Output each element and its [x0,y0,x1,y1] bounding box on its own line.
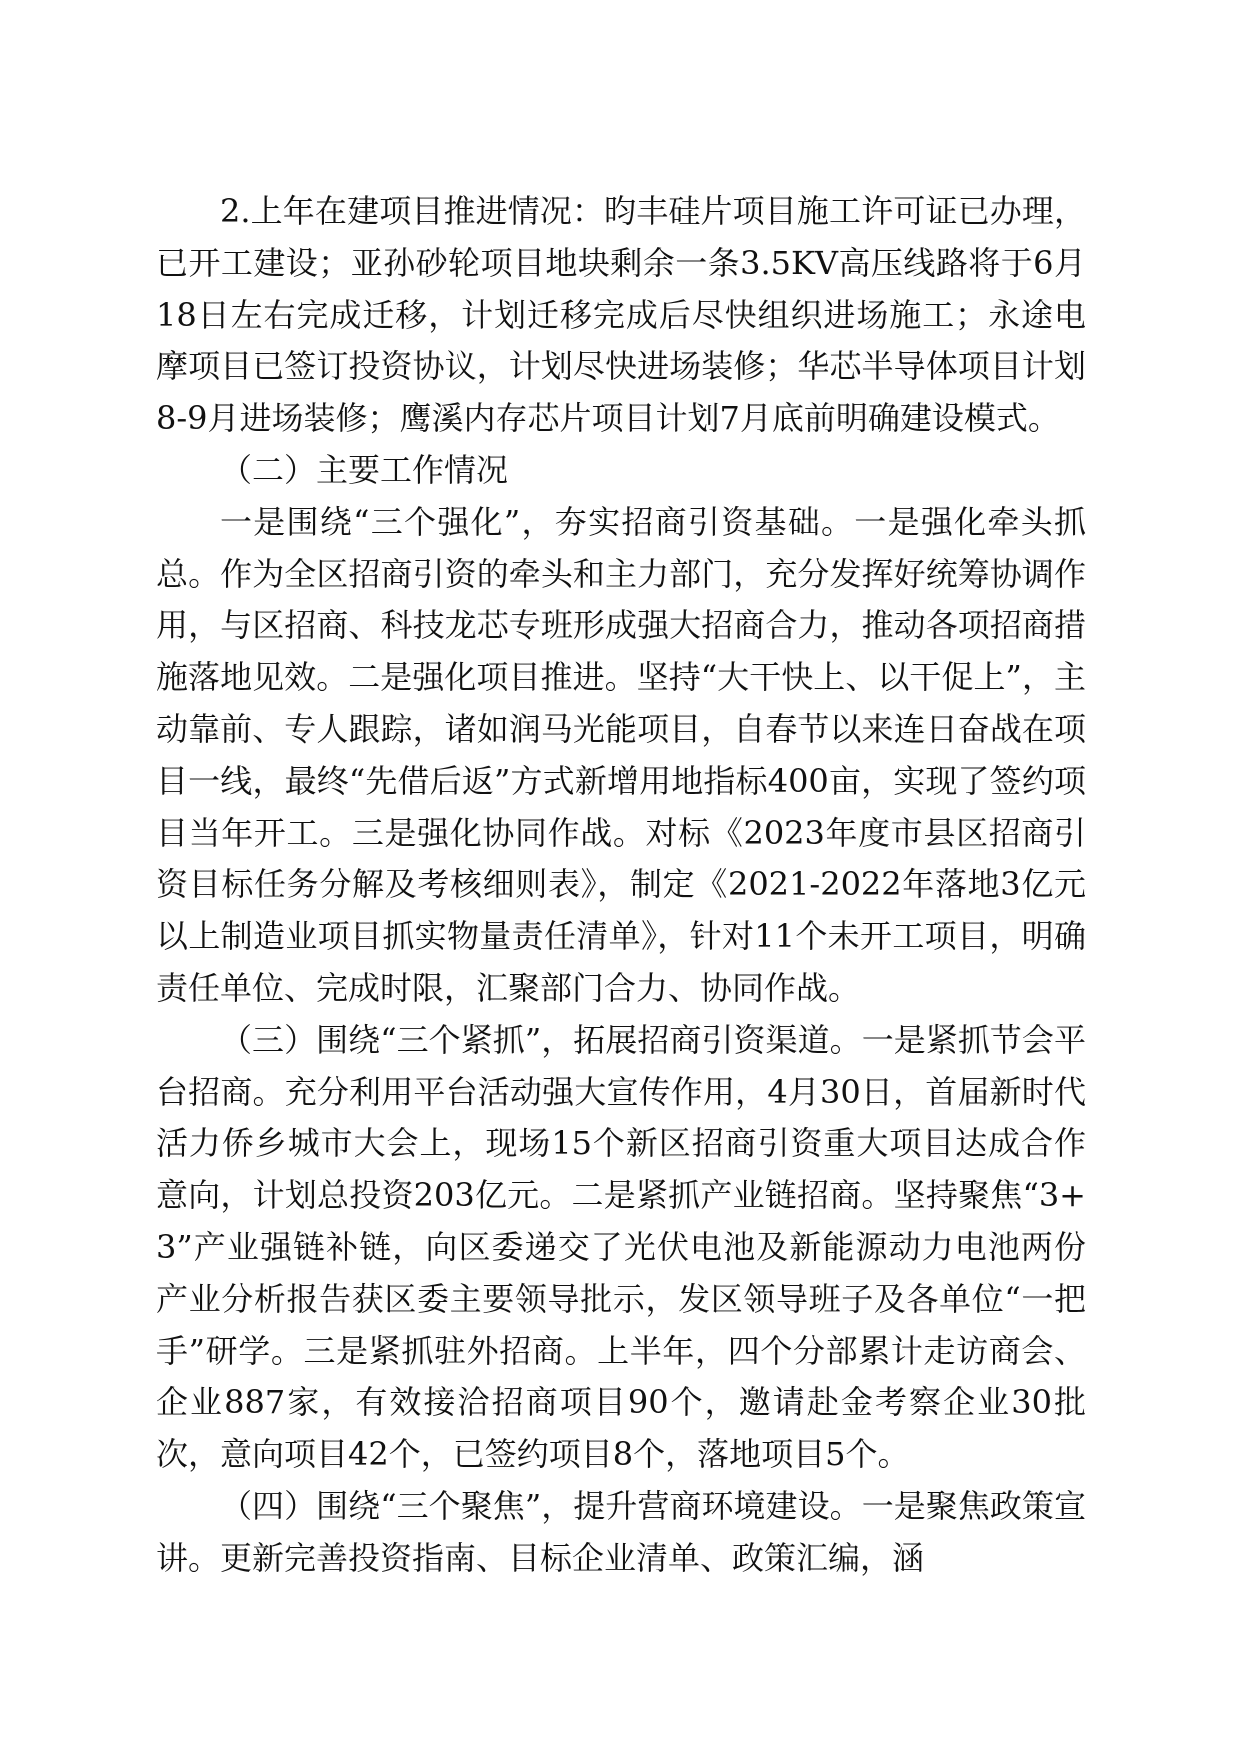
paragraph-lead-heading: （三）围绕“三个紧抓”，拓展招商引资渠道。 [220,1020,862,1059]
paragraph-text: 2.上年在建项目推进情况：昀丰硅片项目施工许可证已办理，已开工建设；亚孙砂轮项目地块剩余一条3.5KV高压线路将于6月18日左右完成迁移，计划迁移完成后尽快组织进场施工；永途电摩项目已签订投资协议，计划尽快进场装修；华芯半导体项目计划8-9月进场装修；鹰溪内存芯片项目计划7月底前明确建设模式。 [156,192,1086,438]
document-body [156,186,1086,1585]
paragraph-construction-progress [156,186,1086,445]
section-heading-main-work [156,445,1086,497]
paragraph-lead-heading: （四）围绕“三个聚焦”，提升营商环境建设。 [220,1486,862,1525]
paragraph-text: 一是围绕“三个强化”，夯实招商引资基础。一是强化牵头抓总。作为全区招商引资的牵头和主力部门，充分发挥好统筹协调作用，与区招商、科技龙芯专班形成强大招商合力，推动各项招商措施落地见效。二是强化项目推进。坚持“大干快上、以干促上”，主动靠前、专人跟踪，诸如润马光能项目，自春节以来连日奋战在项目一线，最终“先借后返”方式新增用地指标400亩，实现了签约项目当年开工。三是强化协同作战。对标《2023年度市县区招商引资目标任务分解及考核细则表》，制定《2021-2022年落地3亿元以上制造业项目抓实物量责任清单》，针对11个未开工项目，明确责任单位、完成时限，汇聚部门合力、协同作战。 [156,502,1086,1007]
paragraph-three-grasps [156,1015,1086,1481]
paragraph-three-focuses [156,1481,1086,1585]
paragraph-text: 一是聚焦政策宣讲。更新完善投资指南、目标企业清单、政策汇编，涵 [156,1486,1086,1577]
heading-text: （二）主要工作情况 [220,450,509,489]
paragraph-text: 一是紧抓节会平台招商。充分利用平台活动强大宣传作用，4月30日，首届新时代活力侨乡城市大会上，现场15个新区招商引资重大项目达成合作意向，计划总投资203亿元。二是紧抓产业链招商。坚持聚焦“3+3”产业强链补链，向区委递交了光伏电池及新能源动力电池两份产业分析报告获区委主要领导批示，发区领导班子及各单位“一把手”研学。三是紧抓驻外招商。上半年，四个分部累计走访商会、企业887家，有效接洽招商项目90个，邀请赴金考察企业30批次，意向项目42个，已签约项目8个，落地项目5个。 [156,1020,1086,1474]
paragraph-three-strengthenings [156,497,1086,1015]
